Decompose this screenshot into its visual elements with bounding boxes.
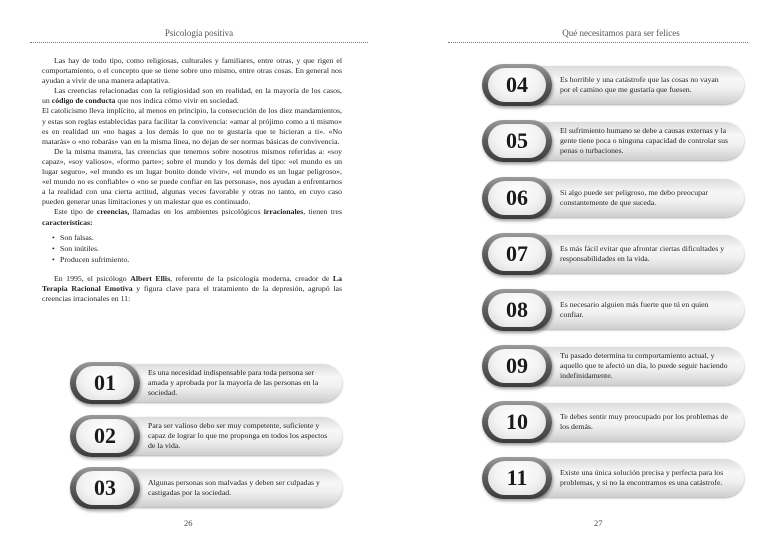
belief-text: Es más fácil evitar que afrontar ciertas dificultades y responsabilidades en la vida. [560,244,725,263]
belief-number-badge: 09 [482,345,552,387]
highlight-creencias: creencias, [96,207,130,217]
running-head-left: Psicología positiva [164,28,234,38]
belief-card [482,401,744,443]
belief-number-badge: 10 [482,401,552,443]
highlight-terapia-racional-emotiva: La Terapia Racional Emotiva [42,273,342,293]
belief-text: Existe una única solución precisa y perfecta para los problemas, y si no la encontramos es una catástrofe. [560,468,724,487]
paragraph-2: Las creencias relacionadas con la religiosidad son en realidad, en la mayoría de los casos, un código de conducta que nos indica cómo vivir en sociedad. [42,86,342,106]
list-item: • Producen sufrimiento. [60,254,342,265]
header-rule-right [448,42,748,43]
belief-text: El sufrimiento humano se debe a causas externas y la gente tiene poca o ninguna capacidad de controlar sus penas o turbaciones. [560,126,728,155]
belief-text: Tu pasado determina tu comportamiento actual, y aquello que te afectó un día, lo puede seguir haciendo indefinidamente. [560,351,728,380]
paragraph-4: De la misma manera, las creencias que tenemos sobre nosotros mismos referidas a: «soy capaz», «soy valioso», «formo parte»; sobre el mundo y los demás del tipo: «el mundo es un lugar seguro», «el mundo es un lugar bonito donde vivir», «el mundo es un lugar peligroso», «el mundo no es confiable» o «no se puede confiar en las personas», nos ayudan a enfrentarnos a la realidad con una cierta actitud, algunas veces favorable y otras no tanto, en cuyo caso pueden generar unas limitaciones y un malestar que es continuado. [42,146,342,207]
belief-text: Es horrible y una catástrofe que las cosas no vayan por el camino que me gustaría que fuesen. [560,75,719,94]
belief-number-badge: 03 [70,467,140,509]
belief-text: Algunas personas son malvadas y deben ser culpadas y castigadas por la sociedad. [148,478,320,497]
list-item: • Son falsas. [60,232,342,243]
body-text [42,56,342,304]
list-item: • Son inútiles. [60,243,342,254]
belief-card [482,64,744,106]
belief-text: Es necesario alguien más fuerte que tú en quien confiar. [560,300,709,319]
belief-card [482,177,744,219]
belief-card [482,120,744,162]
belief-card [482,457,744,499]
belief-number-badge: 11 [482,457,552,499]
header-rule-left [30,42,368,43]
belief-card [482,233,744,275]
belief-text: Si algo puede ser peligroso, me debo preocupar constantemente de que suceda. [560,188,709,207]
belief-number-badge: 05 [482,120,552,162]
belief-text: Te debes sentir muy preocupado por los problemas de los demás. [560,412,728,431]
paragraph-3: El catolicismo lleva implícito, al menos en principio, la consecución de los diez mandamientos, y estas son reglas establecidas para facilitar la convivencia: «amar al prójimo como a ti mismo» es en realidad un «no hagas a los demás lo que no te gustaría que te hicieran a ti». «No matarás» o «no robarás» van en la misma línea, no dejan de ser normas básicas de convivencia. [42,106,342,146]
characteristics-list [42,232,342,265]
belief-card [70,467,342,509]
belief-number-badge: 07 [482,233,552,275]
belief-number-badge: 08 [482,289,552,331]
paragraph-1: Las hay de todo tipo, como religiosas, culturales y familiares, entre otras, y que rigen el comportamiento, o el concepto que se tiene sobre uno mismo, entre otras cosas. En general nos ayudan a vivir de una manera adaptativa. [42,56,342,86]
belief-card [482,289,744,331]
belief-number-badge: 02 [70,415,140,457]
belief-number-badge: 06 [482,177,552,219]
belief-number-badge: 01 [70,362,140,404]
right-page [392,0,784,556]
highlight-caracteristicas: características: [42,217,93,227]
belief-number-badge: 04 [482,64,552,106]
belief-text: Para ser valioso debo ser muy competente, suficiente y capaz de lograr lo que me proponga en todos los aspectos de la vida. [148,421,328,450]
highlight-albert-ellis: Albert Ellis [130,273,171,283]
belief-card [482,345,744,387]
running-head-right: Qué necesitamos para ser felices [562,28,680,38]
page-number-left: 26 [184,518,193,528]
highlight-irracionales: irracionales [263,207,304,217]
belief-card [70,362,342,404]
highlight-codigo-de-conducta: código de conducta [51,96,116,106]
page-number-right: 27 [594,518,603,528]
paragraph-5: Este tipo de creencias, llamadas en los ambientes psicológicos irracionales, tienen tres características: [42,207,343,227]
belief-card [70,415,342,457]
paragraph-6: En 1995, el psicólogo Albert Ellis, referente de la psicología moderna, creador de La Terapia Racional Emotiva y figura clave para el tratamiento de la depresión, agrupó las creencias irracionales en 11: [42,273,342,303]
belief-text: Es una necesidad indispensable para toda persona ser amada y aprobada por la mayoría de las personas en la sociedad. [148,368,319,397]
